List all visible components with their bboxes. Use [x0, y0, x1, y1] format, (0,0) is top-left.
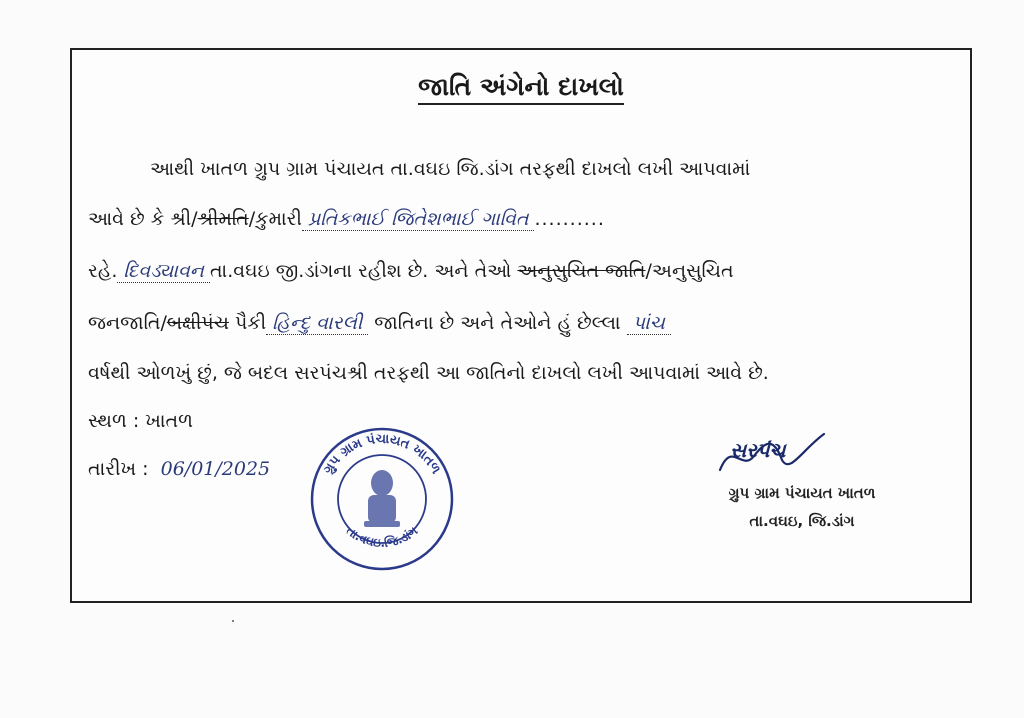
signature-address: તા.વઘઇ, જિ.ડાંગ	[749, 512, 855, 530]
date-value: 06/01/2025	[160, 458, 271, 480]
line5-text: વર્ષથી ઓળખું છું, જે બદલ સરપંચશ્રી તરફથી આ જાતિનો દાખલો લખી આપવામાં આવે છે.	[88, 362, 769, 384]
struck-shrimati: શ્રીમતિ	[197, 208, 249, 230]
seal-text-top: ગ્રુપ ગ્રામ પંચાયત ખાતળ	[320, 431, 444, 477]
dotted-leader: ..........	[534, 208, 605, 230]
signature-designation: ગ્રુપ ગ્રામ પંચાયત ખાતળ	[728, 484, 876, 502]
certificate-title	[72, 72, 970, 102]
line4-mid: પૈકી	[228, 312, 267, 334]
line4-mid2: જાતિના છે અને તેઓને હું છેલ્લા	[368, 312, 627, 334]
line2-mid: /કુમારી	[248, 208, 302, 230]
line3-prefix: રહે.	[88, 260, 118, 282]
date-label: તારીખ :	[88, 458, 155, 480]
line3-mid: તા.વઘઇ જી.ડાંગના રહીશ છે. અને તેઓ	[209, 260, 512, 282]
line4-prefix: જનજાતિ/	[88, 312, 167, 334]
caste-field: હિન્દુ વારલી	[266, 312, 368, 335]
body-line-4	[88, 312, 956, 334]
body-line-3	[88, 260, 956, 282]
title-text: જાતિ અંગેનો દાખલો	[418, 72, 624, 105]
body-line-5	[88, 362, 956, 384]
certificate-frame	[70, 48, 972, 603]
village-field: દિવડ્યાવન	[117, 260, 210, 283]
seal-text-bottom: તા.વઘઇ.જિ.ડાંગ	[343, 523, 421, 551]
name-field: પ્રતિકભાઈ જિતેશભાઈ ગાવિત	[302, 208, 535, 231]
years-field: પાંચ	[627, 312, 671, 335]
paper-speck	[232, 620, 234, 622]
line1-text: આથી ખાતળ ગ્રુપ ગ્રામ પંચાયત તા.વઘઇ જિ.ડાંગ તરફથી દાખલો લખી આપવામાં	[150, 158, 751, 180]
body-line-1	[88, 158, 956, 180]
panchayat-seal-stamp	[302, 423, 462, 571]
sarpanch-signature-block	[672, 430, 932, 550]
struck-bakshipanch: બક્ષીપંચ	[166, 312, 229, 334]
body-line-2	[88, 208, 956, 230]
place-line	[88, 410, 956, 432]
signature-mark: સરપંચ	[730, 438, 786, 462]
place-label: સ્થળ : ખાતળ	[88, 410, 193, 432]
line3-suffix: /અનુસુચિત	[645, 260, 734, 282]
seal-emblem-icon	[364, 470, 400, 527]
struck-scheduled-caste: અનુસુચિત જાતિ	[517, 260, 646, 282]
line2-prefix: આવે છે કે શ્રી/	[88, 208, 198, 230]
